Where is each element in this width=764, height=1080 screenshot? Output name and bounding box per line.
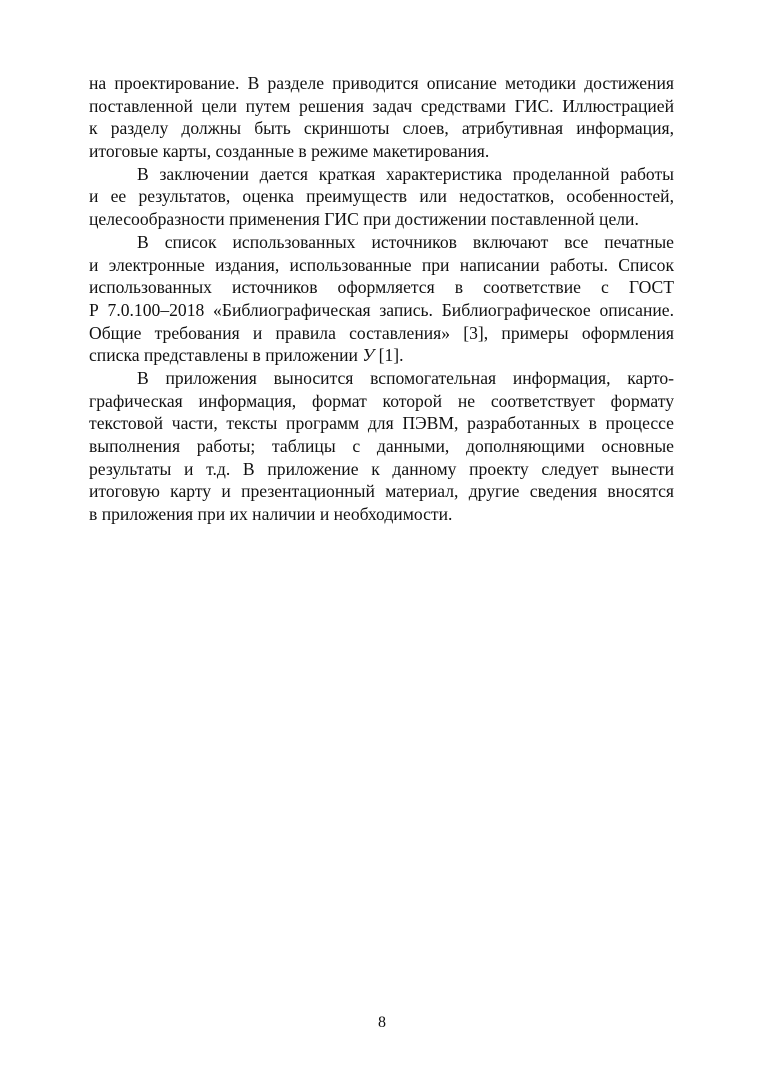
paragraph-3: [89, 231, 674, 367]
body-text: [89, 72, 674, 526]
text-line: [89, 344, 674, 367]
text-line: текстовой части, тексты программ для ПЭВМ, разработанных в процессе: [89, 413, 674, 434]
text-line: итоговую карту и презентационный материал, другие сведения вносятся: [89, 481, 674, 502]
text-fragment: списка представлены в приложении: [89, 345, 363, 366]
text-line: и ее результатов, оценка преимуществ или недостатков, особенностей,: [89, 186, 674, 207]
page-number: 8: [378, 1014, 386, 1031]
text-line: результаты и т.д. В приложение к данному проекту следует вынести: [89, 458, 674, 479]
paragraph-2: [89, 163, 674, 231]
text-line: к разделу должны быть скриншоты слоев, атрибутивная информация,: [89, 118, 674, 139]
text-line: и электронные издания, использованные при написании работы. Список: [89, 254, 674, 275]
text-line: использованных источников оформляется в соответствие с ГОСТ: [89, 277, 674, 298]
text-line: В заключении дается краткая характеристика проделанной работы: [137, 163, 674, 184]
text-line: В список использованных источников включают все печатные: [137, 231, 674, 252]
text-line: итоговые карты, созданные в режиме макетирования.: [89, 141, 490, 162]
text-line: графическая информация, формат которой не соответствует формату: [89, 390, 674, 411]
text-line: выполнения работы; таблицы с данными, дополняющими основные: [89, 436, 674, 456]
text-line: поставленной цели путем решения задач средствами ГИС. Иллюстрацией: [89, 95, 674, 116]
text-line: в приложения при их наличии и необходимости.: [89, 504, 453, 525]
text-line: В приложения выносится вспомогательная информация, карто-: [137, 367, 674, 388]
paragraph-4: [89, 367, 674, 526]
text-line: целесообразности применения ГИС при достижении поставленной цели.: [89, 209, 639, 230]
appendix-reference: У: [362, 345, 375, 366]
paragraph-1: [89, 72, 674, 163]
text-fragment: [1].: [374, 345, 404, 366]
text-line: Р 7.0.100–2018 «Библиографическая запись. Библиографическое описание.: [89, 299, 674, 320]
text-line: Общие требования и правила составления» [3], примеры оформления: [89, 322, 674, 343]
text-line: на проектирование. В разделе приводится описание методики достижения: [89, 73, 674, 93]
